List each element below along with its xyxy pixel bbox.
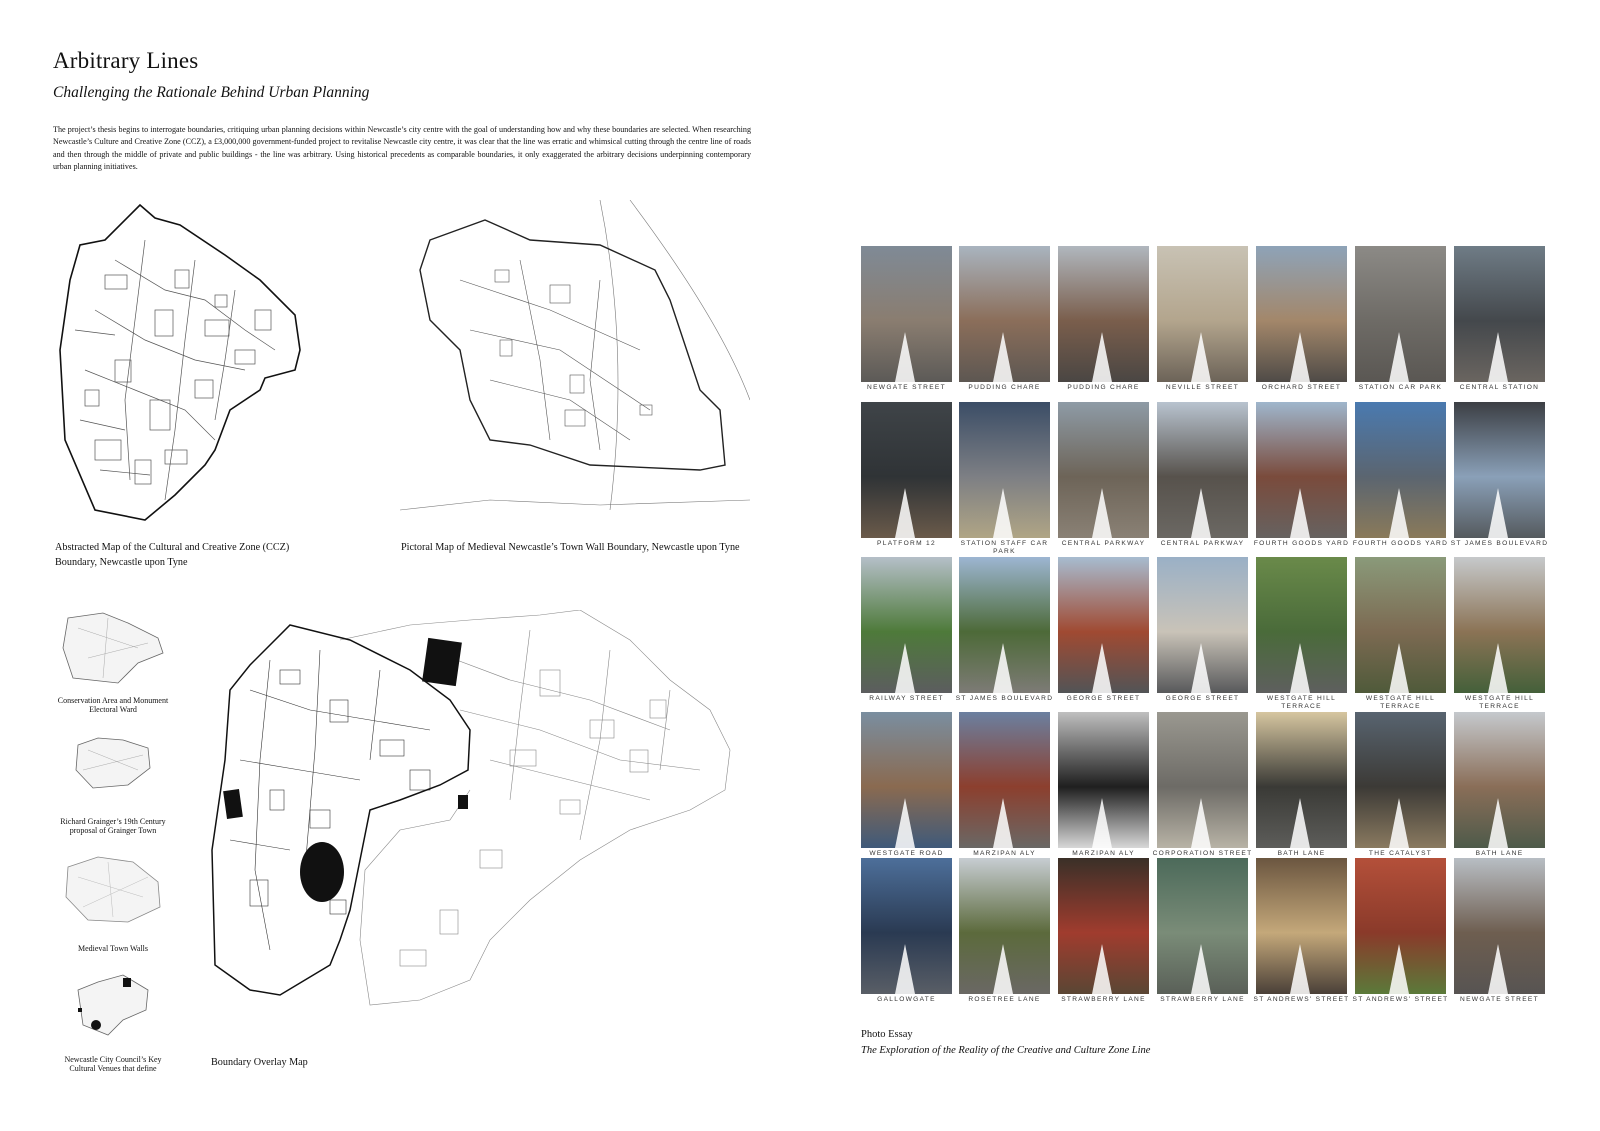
photo-image: [959, 712, 1050, 848]
photo-image: [1355, 712, 1446, 848]
photo-image: [1157, 402, 1248, 538]
cultural-venues-thumb: [68, 970, 158, 1040]
photo-image: [1256, 858, 1347, 994]
photo-32: [1157, 858, 1248, 1003]
photo-image: [1454, 402, 1545, 538]
page-subtitle: Challenging the Rationale Behind Urban Planning: [53, 84, 370, 101]
photo-image: [1256, 557, 1347, 693]
photo-31: [1058, 858, 1149, 1003]
photo-9: [959, 402, 1050, 555]
medieval-walls-thumb: [58, 852, 168, 927]
photo-image: [1157, 246, 1248, 382]
photo-12: [1253, 402, 1350, 547]
photo-image: [959, 858, 1050, 994]
photo-image: [861, 402, 952, 538]
photo-8: [861, 402, 952, 547]
photo-13: [1352, 402, 1449, 547]
photo-label: ST JAMES BOULEVARD: [1450, 540, 1549, 547]
photo-image: [1157, 712, 1248, 848]
photo-image: [1355, 246, 1446, 382]
photo-image: [1157, 557, 1248, 693]
photo-24: [1058, 712, 1149, 857]
photo-label: PLATFORM 12: [877, 540, 936, 547]
photo-1: [861, 246, 952, 391]
photo-label: BATH LANE: [1475, 850, 1524, 857]
photo-label: ROSETREE LANE: [968, 996, 1041, 1003]
photo-label: STRAWBERRY LANE: [1061, 996, 1146, 1003]
photo-image: [1058, 246, 1149, 382]
photo-6: [1355, 246, 1446, 391]
boundary-overlay-map: [210, 610, 755, 1020]
photo-image: [1355, 557, 1446, 693]
photo-35: [1454, 858, 1545, 1003]
photo-image: [1256, 246, 1347, 382]
ccz-map: [55, 200, 315, 525]
medieval-map: [400, 200, 750, 520]
photo-15: [861, 557, 952, 702]
photo-22: [861, 712, 952, 857]
photo-20: [1355, 557, 1446, 710]
photo-label: GEORGE STREET: [1165, 695, 1240, 702]
photo-23: [959, 712, 1050, 857]
photo-label: ST JAMES BOULEVARD: [955, 695, 1054, 702]
photo-image: [1256, 402, 1347, 538]
ccz-map-caption: Abstracted Map of the Cultural and Creative Zone (CCZ) Boundary, Newcastle upon Tyne: [55, 542, 290, 568]
grainger-town-thumb: [68, 730, 158, 790]
photo-label: MARZIPAN ALY: [973, 850, 1036, 857]
photo-label: WESTGATE HILL TERRACE: [1266, 695, 1337, 710]
grainger-town-caption: Richard Grainger’s 19th Century proposal of Grainger Town: [60, 817, 166, 835]
cultural-venues-caption: Newcastle City Council’s Key Cultural Venues that define: [64, 1055, 162, 1073]
photo-image: [1058, 402, 1149, 538]
photo-19: [1256, 557, 1347, 710]
photo-4: [1157, 246, 1248, 391]
conservation-area-thumb: [58, 608, 168, 688]
photo-label: STRAWBERRY LANE: [1160, 996, 1245, 1003]
page-title: Arbitrary Lines: [53, 48, 199, 73]
photo-14: [1450, 402, 1549, 547]
photo-label: CENTRAL PARKWAY: [1160, 540, 1245, 547]
photo-25: [1152, 712, 1253, 857]
photo-image: [959, 557, 1050, 693]
photo-label: ORCHARD STREET: [1261, 384, 1342, 391]
photo-2: [959, 246, 1050, 391]
photo-image: [1454, 712, 1545, 848]
photo-label: GALLOWGATE: [877, 996, 936, 1003]
photo-label: NEVILLE STREET: [1165, 384, 1240, 391]
photo-18: [1157, 557, 1248, 702]
photo-image: [1454, 858, 1545, 994]
overlay-map-caption: Boundary Overlay Map: [211, 1057, 308, 1068]
medieval-map-caption: Pictoral Map of Medieval Newcastle’s Town Wall Boundary, Newcastle upon Tyne: [401, 542, 740, 553]
photo-28: [1454, 712, 1545, 857]
photo-5: [1256, 246, 1347, 391]
photo-label: THE CATALYST: [1368, 850, 1433, 857]
photo-label: WESTGATE ROAD: [869, 850, 944, 857]
photo-30: [959, 858, 1050, 1003]
photo-image: [1355, 402, 1446, 538]
photo-label: STATION CAR PARK: [1358, 384, 1443, 391]
photo-label: FOURTH GOODS YARD: [1352, 540, 1449, 547]
photo-label: PUDDING CHARE: [1067, 384, 1140, 391]
photo-essay-title: Photo Essay: [861, 1029, 913, 1040]
photo-image: [861, 858, 952, 994]
photo-label: CENTRAL STATION: [1459, 384, 1540, 391]
photo-label: WESTGATE HILL TERRACE: [1365, 695, 1436, 710]
photo-21: [1454, 557, 1545, 710]
photo-image: [1058, 557, 1149, 693]
photo-image: [861, 246, 952, 382]
photo-label: NEWGATE STREET: [1460, 996, 1539, 1003]
photo-label: WESTGATE HILL TERRACE: [1464, 695, 1535, 710]
photo-image: [959, 402, 1050, 538]
photo-34: [1352, 858, 1449, 1003]
photo-26: [1256, 712, 1347, 857]
photo-33: [1253, 858, 1350, 1003]
photo-label: CENTRAL PARKWAY: [1061, 540, 1146, 547]
photo-3: [1058, 246, 1149, 391]
photo-label: NEWGATE STREET: [867, 384, 946, 391]
medieval-walls-caption: Medieval Town Walls: [77, 944, 149, 953]
photo-16: [955, 557, 1054, 702]
photo-image: [861, 712, 952, 848]
photo-11: [1157, 402, 1248, 547]
photo-label: MARZIPAN ALY: [1072, 850, 1135, 857]
photo-image: [1058, 858, 1149, 994]
photo-essay-subtitle: The Exploration of the Reality of the Creative and Culture Zone Line: [861, 1045, 1151, 1056]
intro-paragraph: The project’s thesis begins to interrogate boundaries, critiquing urban planning decisions within Newcastle’s city centre with the goal of understanding how and why these boundaries are selected. When researching Newcastle’s Culture and Creative Zone (CCZ), a £3,000,000 government-funded project to revitalise Newcastle city centre, it was clear that the line was erratic and whimsical cutting through the centre line of roads and then through the middle of private and public buildings - the line was arbitrary. Using historical precedents as comparable boundaries, it only exaggerated the arbitrary decisions underpinning contemporary urban planning initiatives.: [53, 125, 751, 172]
conservation-area-caption: Conservation Area and Monument Electoral Ward: [57, 696, 169, 714]
photo-label: BATH LANE: [1277, 850, 1326, 857]
photo-7: [1454, 246, 1545, 391]
photo-label: FOURTH GOODS YARD: [1253, 540, 1350, 547]
photo-image: [1355, 858, 1446, 994]
photo-29: [861, 858, 952, 1003]
photo-image: [1454, 246, 1545, 382]
photo-label: GEORGE STREET: [1066, 695, 1141, 702]
photo-label: RAILWAY STREET: [869, 695, 944, 702]
photo-27: [1355, 712, 1446, 857]
photo-image: [861, 557, 952, 693]
photo-label: ST ANDREWS' STREET: [1253, 996, 1350, 1003]
photo-label: ST ANDREWS' STREET: [1352, 996, 1449, 1003]
photo-17: [1058, 557, 1149, 702]
photo-label: PUDDING CHARE: [968, 384, 1041, 391]
photo-image: [1256, 712, 1347, 848]
photo-image: [1058, 712, 1149, 848]
photo-image: [1157, 858, 1248, 994]
photo-label: STATION STAFF CAR PARK: [960, 540, 1049, 555]
photo-image: [959, 246, 1050, 382]
photo-label: CORPORATION STREET: [1152, 850, 1253, 857]
photo-10: [1058, 402, 1149, 547]
photo-image: [1454, 557, 1545, 693]
